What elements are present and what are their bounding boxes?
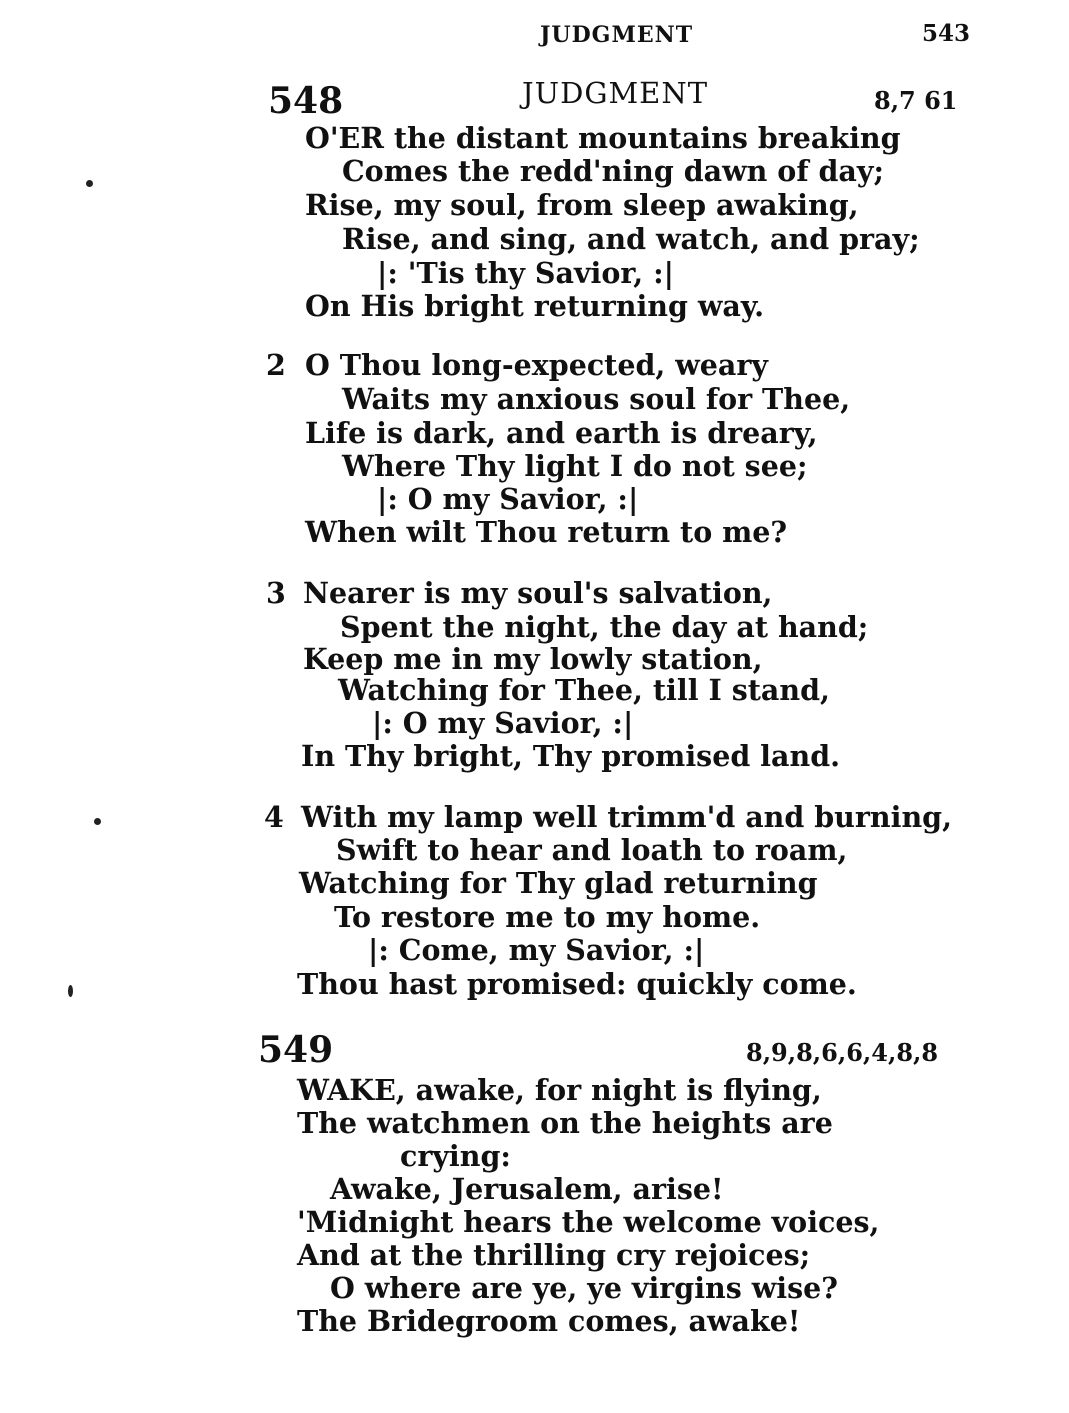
hymn-number: 548 [268,80,344,122]
verse-line: |: 'Tis thy Savior, :| [377,256,675,290]
verse-line: Rise, my soul, from sleep awaking, [305,188,859,222]
verse-line: Keep me in my lowly station, [303,642,763,676]
verse-line: O'ER the distant mountains breaking [305,121,901,155]
hymn-number: 549 [258,1029,334,1071]
scan-speck [86,180,93,187]
page-number: 543 [922,20,971,47]
verse-line: The Bridegroom comes, awake! [297,1304,801,1338]
verse-line: The watchmen on the heights are [297,1106,833,1140]
verse-line: |: Come, my Savior, :| [368,933,705,967]
scan-speck [94,818,101,825]
verse-line: Comes the redd'ning dawn of day; [342,154,884,188]
verse-line: WAKE, awake, for night is flying, [297,1073,822,1107]
verse-line: |: O my Savior, :| [377,482,639,516]
verse-line: 'Midnight hears the welcome voices, [297,1205,880,1239]
hymn-meter: 8,9,8,6,6,4,8,8 [746,1038,939,1067]
verse-line: Spent the night, the day at hand; [340,610,869,644]
verse-line: crying: [400,1139,511,1173]
verse-line: Awake, Jerusalem, arise! [330,1172,724,1206]
verse-line: Waits my anxious soul for Thee, [342,382,851,416]
hymn-meter: 8,7 61 [874,86,958,115]
verse-number: 2 [266,348,286,382]
verse-line: Swift to hear and loath to roam, [336,833,848,867]
running-head: JUDGMENT [540,22,694,48]
verse-line: On His bright returning way. [305,289,765,323]
verse-number: 3 [266,576,286,610]
verse-number: 4 [264,800,284,834]
verse-line: Nearer is my soul's salvation, [303,576,773,610]
verse-line: Watching for Thee, till I stand, [338,673,830,707]
verse-line: O where are ye, ye virgins wise? [330,1271,838,1305]
verse-line: When wilt Thou return to me? [305,515,788,549]
hymn-title: JUDGMENT [522,76,709,110]
verse-line: Where Thy light I do not see; [342,449,808,483]
verse-line: |: O my Savior, :| [372,706,634,740]
verse-line: Thou hast promised: quickly come. [297,967,857,1001]
verse-line: And at the thrilling cry rejoices; [297,1238,811,1272]
verse-line: Watching for Thy glad returning [299,866,818,900]
verse-line: To restore me to my home. [334,900,761,934]
verse-line: In Thy bright, Thy promised land. [301,739,841,773]
verse-line: Rise, and sing, and watch, and pray; [342,222,920,256]
verse-line: With my lamp well trimm'd and burning, [301,800,953,834]
scan-speck [68,985,73,997]
verse-line: Life is dark, and earth is dreary, [305,416,818,450]
verse-line: O Thou long-expected, weary [305,348,768,382]
